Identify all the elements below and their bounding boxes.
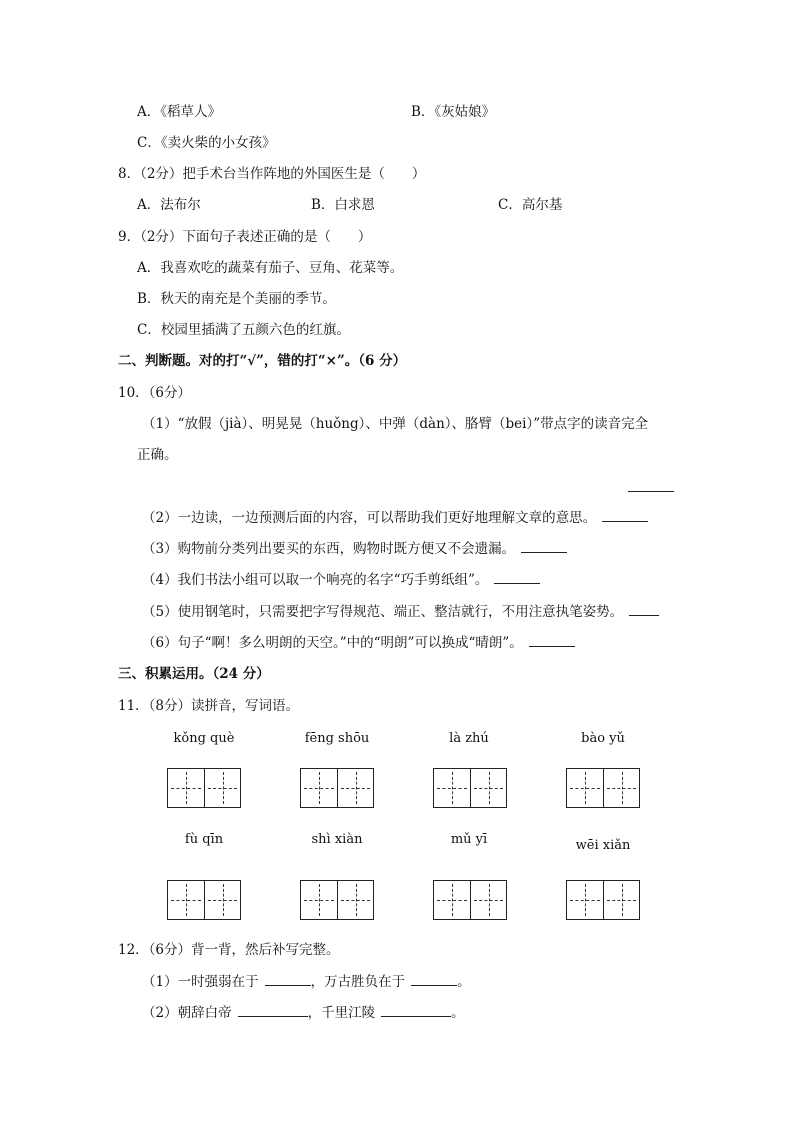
writing-grid[interactable] [433, 768, 507, 808]
pinyin-label: là zhú [449, 731, 489, 746]
q8-stem: 8．（2分）把手术台当作阵地的外国医生是（ ） [118, 166, 426, 182]
q9-stem: 9．（2分）下面句子表述正确的是（ ） [118, 229, 372, 245]
q10-item-6: （6）句子“啊！多么明朗的天空。”中的“明朗”可以换成“晴朗”。 [142, 634, 575, 652]
q10-stem: 10．（6分） [118, 385, 192, 401]
writing-grid[interactable] [566, 768, 640, 808]
q9-option-c: C．校园里插满了五颜六色的红旗。 [137, 322, 350, 338]
pinyin-label: fēng shōu [304, 731, 370, 746]
q10-item-2-answer-blank[interactable] [602, 509, 648, 522]
q12-item-1: （1）一时强弱在于 ，万古胜负在于 。 [142, 974, 471, 990]
q12-item-1-blank-2[interactable] [411, 973, 457, 986]
q10-item-6-answer-blank[interactable] [529, 634, 575, 647]
writing-grid[interactable] [433, 880, 507, 920]
q10-item-3: （3）购物前分类列出要买的东西，购物时既方便又不会遗漏。 [142, 540, 567, 558]
writing-grid[interactable] [300, 880, 374, 920]
q8-option-a: A．法布尔 [137, 197, 201, 213]
writing-grid[interactable] [566, 880, 640, 920]
q10-item-3-answer-blank[interactable] [521, 540, 567, 553]
q9-option-b: B．秋天的南充是个美丽的季节。 [137, 291, 336, 307]
pinyin-label: kǒng què [173, 731, 235, 746]
q12-item-1-blank-1[interactable] [265, 973, 311, 986]
writing-grid[interactable] [300, 768, 374, 808]
section-2-heading: 二、判断题。对的打“√”，错的打“×”。（6 分） [118, 353, 407, 369]
q8-option-c: C．高尔基 [498, 197, 563, 213]
q10-item-4-answer-blank[interactable] [494, 571, 540, 584]
writing-grid[interactable] [167, 880, 241, 920]
q12-item-2: （2）朝辞白帝 ，千里江陵 。 [142, 1005, 465, 1021]
q12-item-2-blank-2[interactable] [381, 1004, 451, 1017]
q10-item-5: （5）使用钢笔时，只需要把字写得规范、端正、整洁就行，不用注意执笔姿势。 [142, 603, 659, 621]
q10-item-5-answer-blank[interactable] [629, 603, 659, 616]
q11-stem: 11．（8分）读拼音，写词语。 [118, 698, 300, 714]
q8-option-b: B．白求恩 [311, 197, 375, 213]
pinyin-label: bào yǔ [581, 731, 625, 746]
pinyin-label: shì xiàn [311, 832, 363, 847]
q10-item-2: （2）一边读，一边预测后面的内容，可以帮助我们更好地理解文章的意思。 [142, 509, 648, 527]
section-3-heading: 三、积累运用。（24 分） [118, 666, 270, 682]
q7-option-c: C．《卖火柴的小女孩》 [137, 135, 276, 151]
pinyin-label: fù qīn [184, 832, 224, 847]
writing-grid[interactable] [167, 768, 241, 808]
q10-item-4: （4）我们书法小组可以取一个响亮的名字“巧手剪纸组”。 [142, 571, 540, 589]
q9-option-a: A．我喜欢吃的蔬菜有茄子、豆角、花菜等。 [137, 260, 404, 276]
pinyin-label: wēi xiǎn [575, 838, 631, 853]
q10-item-1-cont: 正确。 [137, 447, 178, 463]
q7-option-a: A．《稻草人》 [137, 104, 221, 120]
q10-item-1-answer-blank[interactable] [628, 491, 674, 492]
q7-option-b: B．《灰姑娘》 [411, 104, 496, 120]
q12-item-2-blank-1[interactable] [238, 1004, 308, 1017]
pinyin-label: mǔ yī [450, 832, 488, 847]
q10-item-1: （1）“放假（jià）、明晃晃（huǒng）、中弹（dàn）、胳臂（bei）”带点字的读音完全 [142, 416, 649, 432]
q12-stem: 12．（6分）背一背，然后补写完整。 [118, 942, 340, 958]
